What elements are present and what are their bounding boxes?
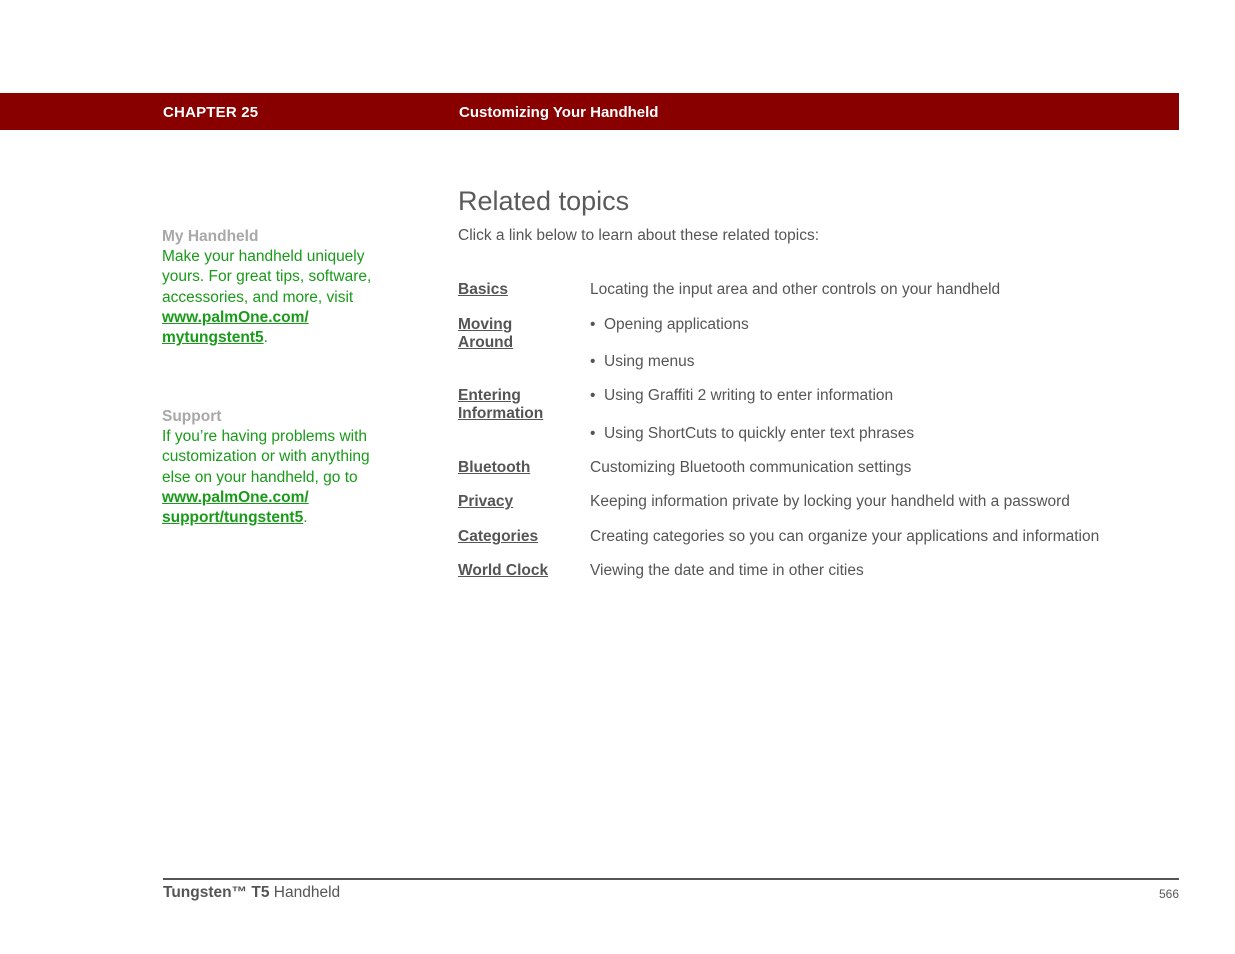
sidebar-heading-support: Support: [162, 408, 222, 425]
page-title: Related topics: [458, 186, 630, 216]
sidebar-text-support: [162, 427, 372, 528]
sidebar-my-handheld: [162, 227, 372, 348]
topic-link-categories[interactable]: Categories: [458, 528, 539, 545]
topic-link-entering-information[interactable]: Entering Information: [458, 387, 544, 422]
sidebar-text-my-handheld: [162, 247, 372, 348]
topic-link-bluetooth[interactable]: Bluetooth: [458, 459, 531, 476]
bullet-glyph: •: [590, 425, 596, 442]
sidebar-body-my-handheld: Make your handheld uniquely yours. For great tips, software, accessories, and more, visit: [162, 248, 372, 306]
topic-desc-privacy: Keeping information private by locking your handheld with a password: [590, 493, 1070, 510]
sidebar-suffix-my-handheld: .: [263, 329, 268, 347]
support-link-line1: www.palmOne.com/: [162, 488, 309, 506]
bullet-text: Opening applications: [604, 316, 749, 333]
topic-bullet-shortcuts: [590, 425, 914, 443]
sidebar-support: [162, 407, 372, 528]
topic-link-privacy[interactable]: Privacy: [458, 493, 514, 510]
bullet-text: Using ShortCuts to quickly enter text phrases: [604, 425, 915, 442]
sidebar-body-support: If you’re having problems with customization or with anything else on your handheld, go to: [162, 428, 370, 486]
footer-brand-rest: Handheld: [269, 884, 341, 901]
topic-bullet-graffiti: [590, 387, 893, 405]
bullet-text: Using menus: [604, 353, 695, 370]
sidebar-heading-my-handheld: My Handheld: [162, 228, 259, 245]
support-link-line2: support/tungstent5: [162, 509, 304, 527]
bullet-text: Using Graffiti 2 writing to enter information: [604, 387, 894, 404]
chapter-title: Customizing Your Handheld: [459, 104, 659, 121]
footer-brand-bold: Tungsten™ T5: [163, 884, 270, 901]
footer-product-name: [163, 884, 340, 902]
page-intro: Click a link below to learn about these related topics:: [458, 227, 820, 244]
topic-bullet-using-menus: [590, 353, 694, 371]
mytungstent5-link[interactable]: [162, 309, 309, 346]
bullet-glyph: •: [590, 353, 596, 370]
topic-desc-bluetooth: Customizing Bluetooth communication settings: [590, 459, 912, 476]
support-tungstent5-link[interactable]: [162, 489, 309, 526]
topic-link-world-clock[interactable]: World Clock: [458, 562, 549, 579]
mytungstent5-link-line1: www.palmOne.com/: [162, 308, 309, 326]
mytungstent5-link-line2: mytungstent5: [162, 329, 264, 347]
topic-bullet-opening-applications: [590, 316, 749, 334]
bullet-glyph: •: [590, 316, 596, 333]
sidebar-suffix-support: .: [303, 509, 308, 527]
topic-desc-world-clock: Viewing the date and time in other cities: [590, 562, 864, 579]
page-number: 566: [1158, 887, 1179, 901]
topic-link-moving-around[interactable]: Moving Around: [458, 316, 514, 351]
topic-desc-categories: Creating categories so you can organize your applications and information: [590, 528, 1100, 545]
chapter-number: CHAPTER 25: [163, 104, 259, 121]
footer-divider: [163, 878, 1179, 880]
topic-desc-basics: Locating the input area and other controls on your handheld: [590, 281, 1001, 298]
bullet-glyph: •: [590, 387, 596, 404]
topic-link-basics[interactable]: Basics: [458, 281, 508, 298]
